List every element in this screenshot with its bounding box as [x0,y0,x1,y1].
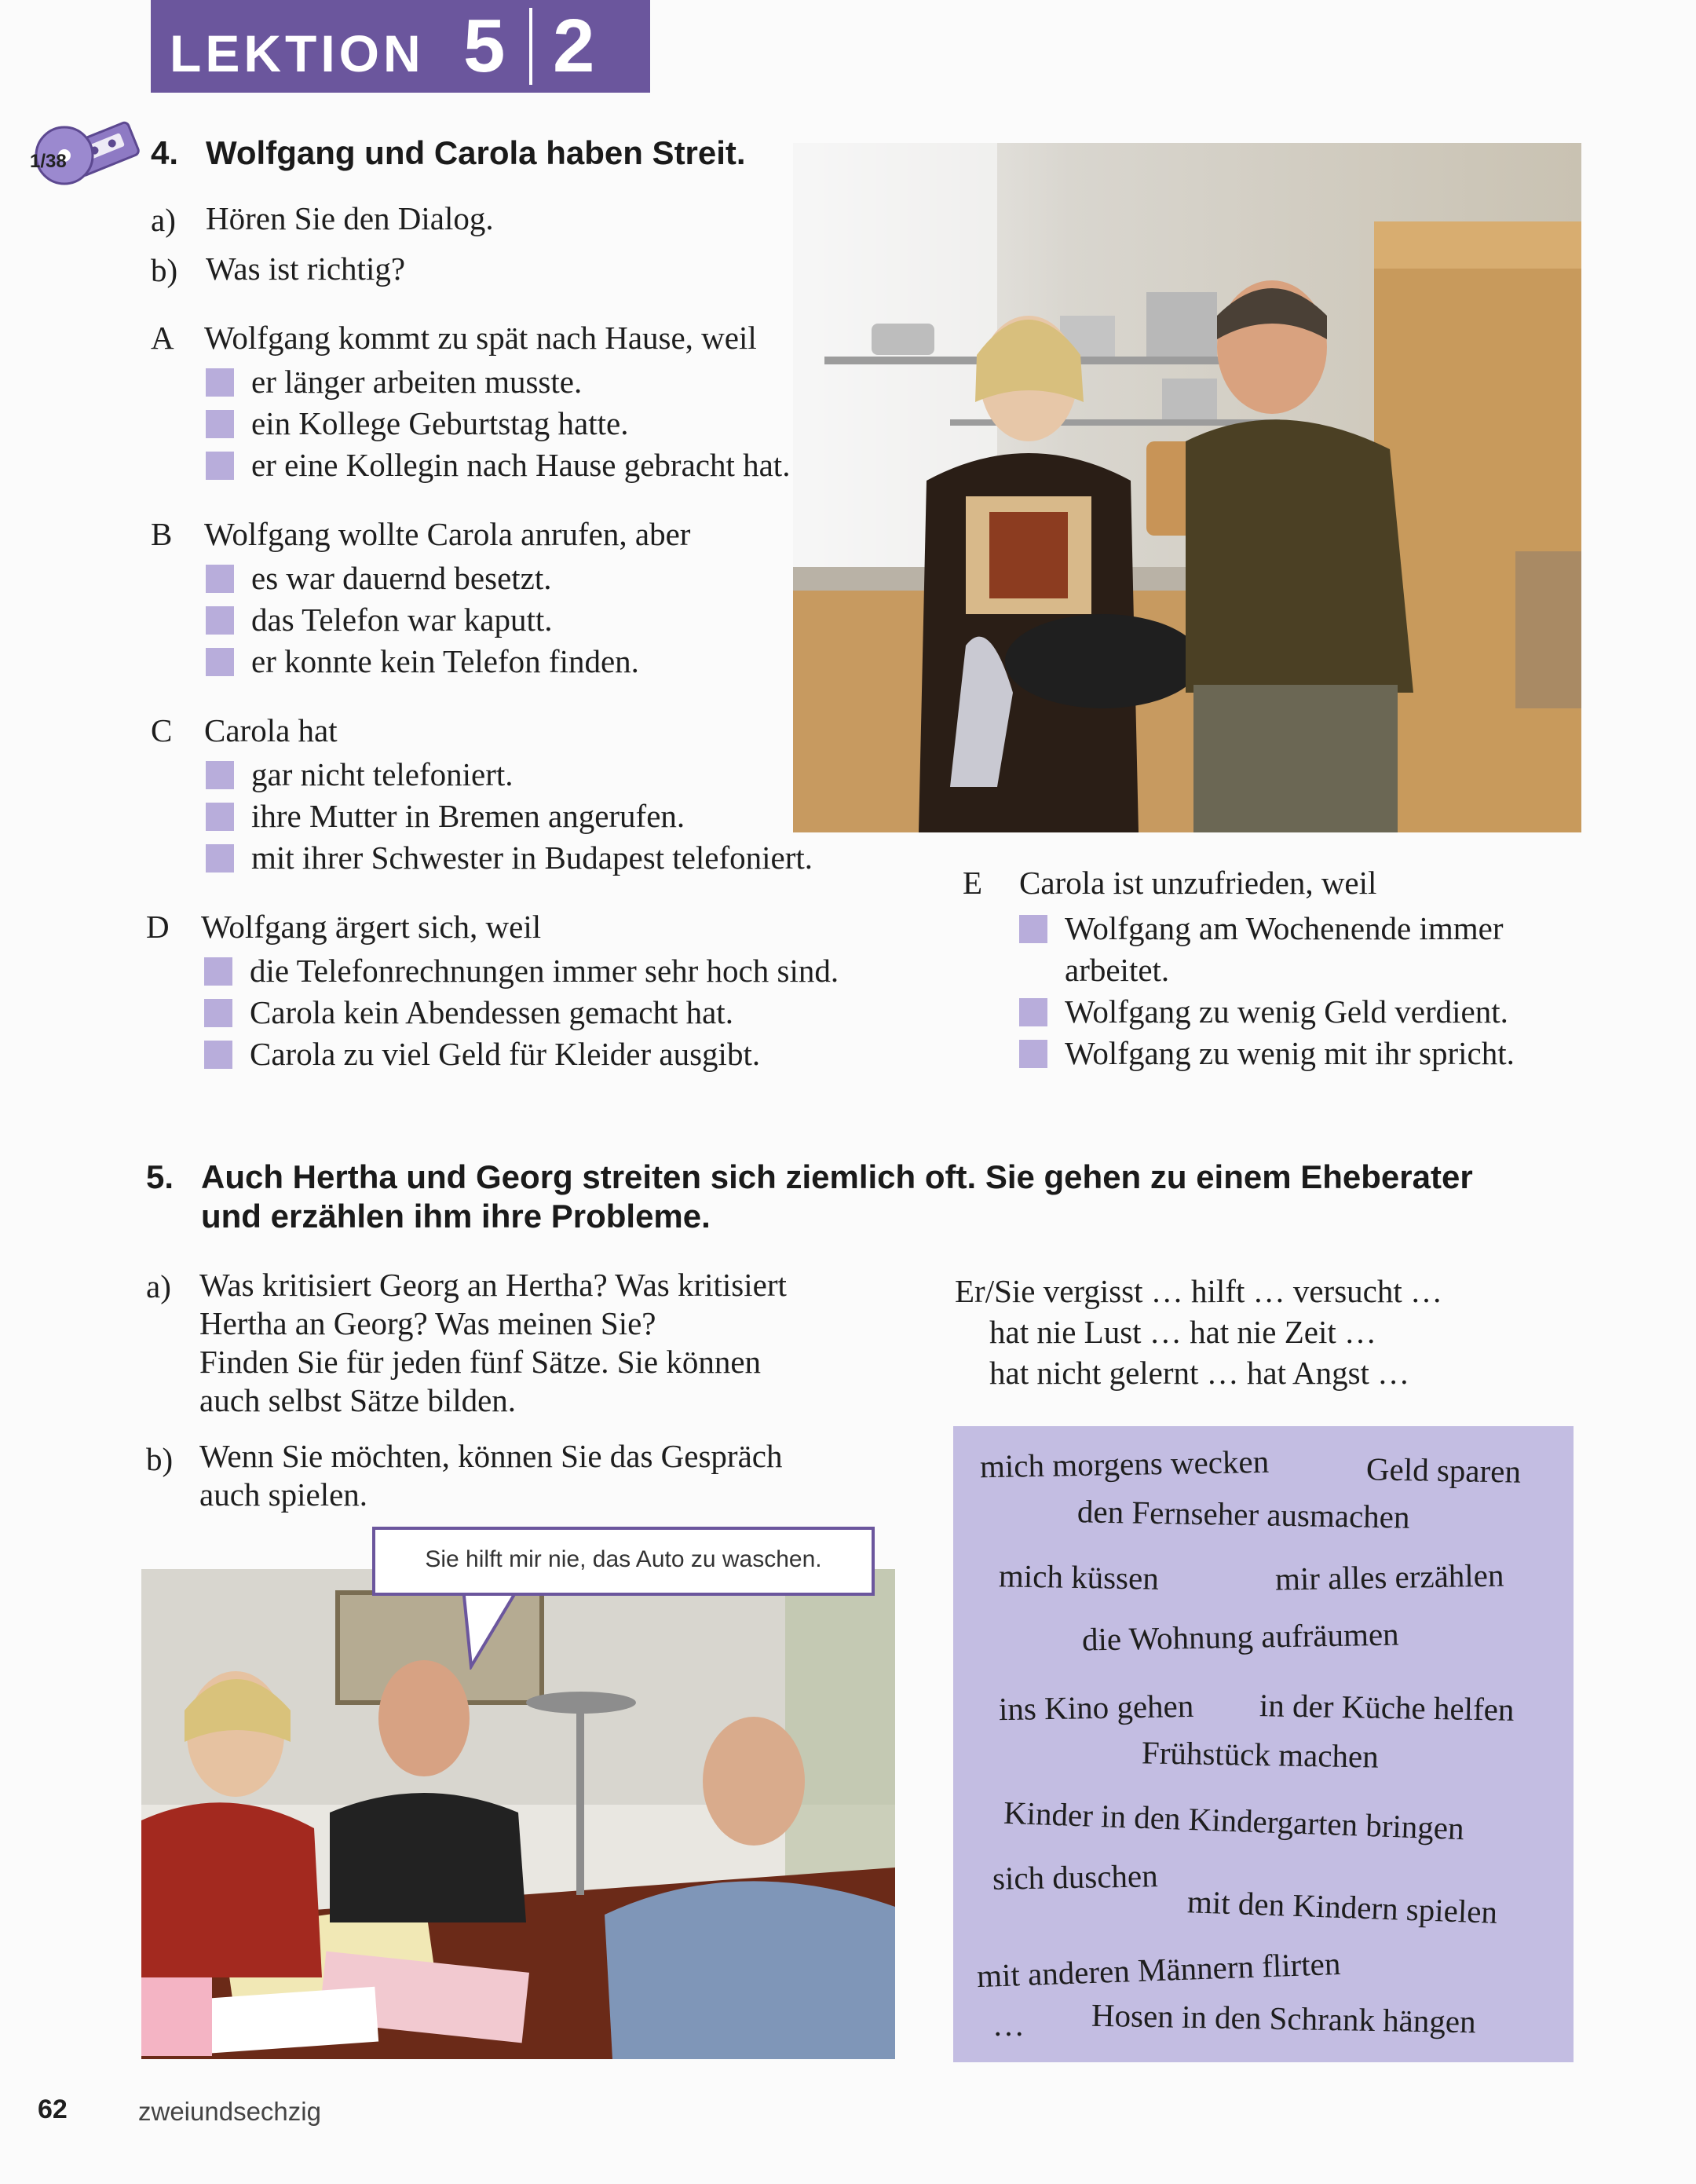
phrase-item: Hosen in den Schrank hängen [1091,1996,1476,2040]
phrase-box [953,1426,1574,2062]
phrase-item: Kinder in den Kindergarten bringen [1003,1794,1465,1847]
phrase-item: mit anderen Männern flirten [976,1944,1342,1995]
page-number: 62 [38,2094,68,2124]
phrase-item: die Wohnung aufräumen [1081,1615,1399,1658]
page-number-words: zweiundsechzig [138,2097,321,2126]
answer-option[interactable]: Carola zu viel Geld für Kleider ausgibt. [204,1033,989,1075]
answer-option[interactable]: Wolfgang am Wochenende immer arbeitet. [1019,908,1569,991]
speech-bubble: Sie hilft mir nie, das Auto zu waschen. [372,1527,875,1596]
checkbox[interactable] [206,452,234,480]
phrase-item: mit den Kindern spielen [1186,1883,1498,1930]
phrase-item: … [992,2007,1025,2043]
checkbox[interactable] [1019,915,1047,943]
checkbox[interactable] [206,648,234,676]
task-b-text: Wenn Sie möchten, können Sie das Gespräch auch spielen. [199,1438,783,1513]
question-letter: C [151,712,173,748]
checkbox[interactable] [204,957,232,986]
answer-option[interactable]: er eine Kollegin nach Hause gebracht hat. [206,444,912,486]
task-a-text: Was kritisiert Georg an Hertha? Was kritisiert Hertha an Georg? Was meinen Sie? Finden Sie für jeden fünf Sätze. Sie können auch selbst Sätze bilden. [199,1267,787,1418]
phrase-item: Geld sparen [1365,1451,1522,1490]
lesson-number: 5 [463,4,506,88]
photo-kitchen-argument [793,143,1581,832]
checkbox[interactable] [206,565,234,593]
exercise-4-title: Wolfgang und Carola haben Streit. [206,134,746,171]
answer-option[interactable]: es war dauernd besetzt. [206,558,912,599]
phrase-item: den Fernseher ausmachen [1076,1493,1410,1535]
task-a-letter: a) [146,1268,171,1304]
answer-option[interactable]: Carola kein Abendessen gemacht hat. [204,992,989,1033]
answer-option[interactable]: das Telefon war kaputt. [206,599,912,641]
banner-divider [529,8,532,85]
task-a-letter: a) [151,202,176,238]
lesson-label: LEKTION [170,24,425,82]
phrase-item: ins Kino gehen [998,1687,1194,1728]
answer-option[interactable]: ihre Mutter in Bremen angerufen. [206,796,912,837]
exercise-4-number: 4. [151,134,179,171]
answer-option[interactable]: er konnte kein Telefon finden. [206,641,912,682]
lesson-part: 2 [553,4,595,88]
answer-option[interactable]: ein Kollege Geburtstag hatte. [206,403,912,444]
answer-option[interactable]: er länger arbeiten musste. [206,361,912,403]
checkbox[interactable] [1019,998,1047,1026]
question-stem: Carola hat [204,712,338,748]
question-stem: Carola ist unzufrieden, weil [1019,865,1377,901]
checkbox[interactable] [204,1041,232,1069]
cd-track-label: 1/38 [30,151,67,172]
phrase-item: Frühstück machen [1141,1734,1380,1775]
answer-option[interactable]: die Telefonrechnungen immer sehr hoch sind. [204,950,989,992]
question-letter: E [963,865,983,901]
answer-option[interactable]: Wolfgang zu wenig Geld verdient. [1019,991,1569,1033]
exercise-5-number: 5. [146,1158,174,1195]
phrase-item: mich morgens wecken [979,1443,1270,1485]
phrase-item: mich küssen [998,1557,1160,1597]
answer-option[interactable]: Wolfgang zu wenig mit ihr spricht. [1019,1033,1569,1074]
task-b-letter: b) [146,1441,174,1477]
question-stem: Wolfgang kommt zu spät nach Hause, weil [204,320,757,356]
question-stem: Wolfgang wollte Carola anrufen, aber [204,516,691,552]
answer-option[interactable]: mit ihrer Schwester in Budapest telefoniert. [206,837,912,879]
checkbox[interactable] [206,410,234,438]
checkbox[interactable] [206,606,234,635]
task-a-text: Hören Sie den Dialog. [206,200,494,236]
checkbox[interactable] [204,999,232,1027]
question-letter: B [151,516,173,552]
lesson-banner [151,0,650,93]
exercise-5-title-line2: und erzählen ihm ihre Probleme. [201,1198,711,1235]
question-letter: A [151,320,174,356]
checkbox[interactable] [206,368,234,397]
phrase-item: sich duschen [992,1857,1159,1897]
task-b-text: Was ist richtig? [206,251,406,287]
checkbox[interactable] [206,803,234,831]
phrase-item: mir alles erzählen [1274,1557,1504,1597]
verb-suggestions: Er/Sie vergisst … hilft … versucht … hat nie Lust … hat nie Zeit … hat nicht gelernt … hat Angst … [955,1273,1443,1391]
task-b-letter: b) [151,252,178,288]
question-letter: D [146,909,170,945]
question-stem: Wolfgang ärgert sich, weil [201,909,542,945]
checkbox[interactable] [206,844,234,873]
answer-option[interactable]: gar nicht telefoniert. [206,754,912,796]
cd-track-badge [25,116,143,187]
phrase-item: in der Küche helfen [1259,1687,1515,1728]
exercise-5-title-line1: Auch Hertha und Georg streiten sich ziemlich oft. Sie gehen zu einem Eheberater [201,1158,1473,1195]
checkbox[interactable] [206,761,234,789]
speech-bubble-tail [455,1588,526,1670]
checkbox[interactable] [1019,1040,1047,1068]
